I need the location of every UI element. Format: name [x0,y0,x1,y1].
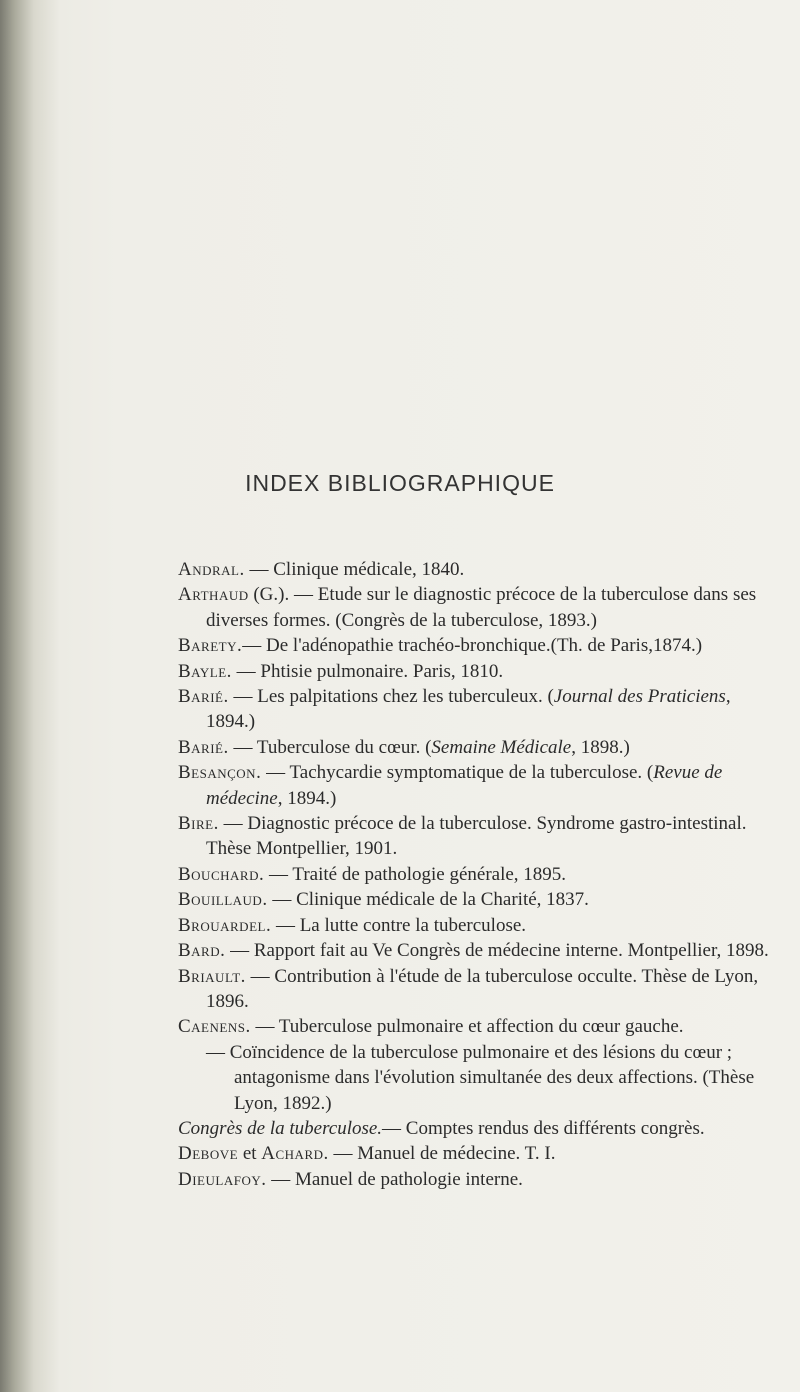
entry-text: — Les palpitations chez les tuberculeux. ( [228,686,554,708]
entry-author: Bouillaud. [178,889,268,911]
entry-coauthor: Achard. [261,1143,329,1165]
bibliography-entry [178,1167,774,1192]
entry-text: — Diagnostic précoce de la tuberculose. Syndrome gastro-intestinal. Thèse Montpellier, 1901. [206,813,747,860]
entry-text: — Phtisie pulmonaire. Paris, 1810. [231,660,504,682]
bibliography-entry [178,659,774,684]
entry-text: et [238,1143,262,1165]
entry-author: Briault. [178,965,246,987]
bibliography-entry [178,684,774,735]
entry-text: — Tachycardie symptomatique de la tuberculose. ( [261,762,654,784]
entry-text: — Tuberculose pulmonaire et affection du cœur gauche. [250,1016,684,1038]
bibliography-entry [178,760,774,811]
entry-author: Barié. [178,736,229,758]
entry-author: Besançon. [178,762,262,784]
entry-text: — Traité de pathologie générale, 1895. [264,863,567,885]
entry-text: — De l'adénopathie trachéo-bronchique.(Th. de Paris,1874.) [242,635,703,657]
entry-text: — Clinique médicale, 1840. [244,559,465,580]
entry-journal: Revue de médecine [206,762,723,809]
bibliography-entry [178,633,774,658]
entry-author: Bard. [178,940,226,962]
entry-text: (G.). — Etude sur le diagnostic précoce de la tuberculose dans ses diverses formes. (Congrès de la tuberculose, 1893.) [206,584,757,631]
bibliography-entry [178,1116,774,1141]
entry-text: — Clinique médicale de la Charité, 1837. [267,889,589,911]
bibliography-list [178,557,774,1192]
entry-author: Debove [178,1143,239,1165]
bibliography-entry [178,938,774,963]
entry-text: — Comptes rendus des différents congrès. [382,1117,705,1139]
entry-author: Bire. [178,813,219,835]
bibliography-entry [178,811,774,862]
entry-text: — Coïncidence de la tuberculose pulmonaire et des lésions du cœur ; antagonisme dans l'évolution simultanée des deux affections. (Thèse Lyon, 1892.) [206,1041,755,1114]
entry-author: Bayle. [178,660,232,682]
entry-author: Barié. [178,686,229,708]
entry-text: — Tuberculose du cœur. ( [228,736,432,758]
bibliography-entry [178,913,774,938]
entry-journal: Journal des Praticiens [553,686,726,708]
entry-title: Congrès de la tuberculose. [178,1117,383,1139]
entry-text-end: , 1898.) [571,736,630,758]
entry-journal: Semaine Médicale [431,736,572,758]
entry-author: Bouchard. [178,863,265,885]
bibliography-entry [178,862,774,887]
entry-author: Caenens. [178,1016,251,1038]
entry-author: Brouardel. [178,914,272,936]
entry-text-end: , 1894.) [206,686,731,733]
bibliography-entry [178,557,774,582]
bibliography-entry [178,582,774,633]
entry-text: — La lutte contre la tuberculose. [271,914,527,936]
bibliography-entry [178,964,774,1015]
entry-text-end: — Manuel de médecine. T. I. [328,1143,556,1165]
bibliography-entry [178,887,774,912]
page-title: INDEX BIBLIOGRAPHIQUE [245,470,555,496]
bibliography-entry-continuation [178,1040,774,1116]
bibliography-entry [178,1014,774,1039]
entry-author: Arthaud [178,584,249,606]
entry-text-end: , 1894.) [277,787,337,809]
entry-author: Barety. [178,635,243,657]
bibliography-entry [178,735,774,760]
entry-author: Dieulafoy. [178,1168,267,1190]
entry-text: — Rapport fait au Ve Congrès de médecine interne. Montpellier, 1898. [225,940,769,962]
entry-author: Andral. [178,559,245,580]
bibliography-entry [178,1141,774,1166]
entry-text: — Contribution à l'étude de la tuberculose occulte. Thèse de Lyon, 1896. [206,965,759,1012]
entry-text: — Manuel de pathologie interne. [266,1168,523,1190]
